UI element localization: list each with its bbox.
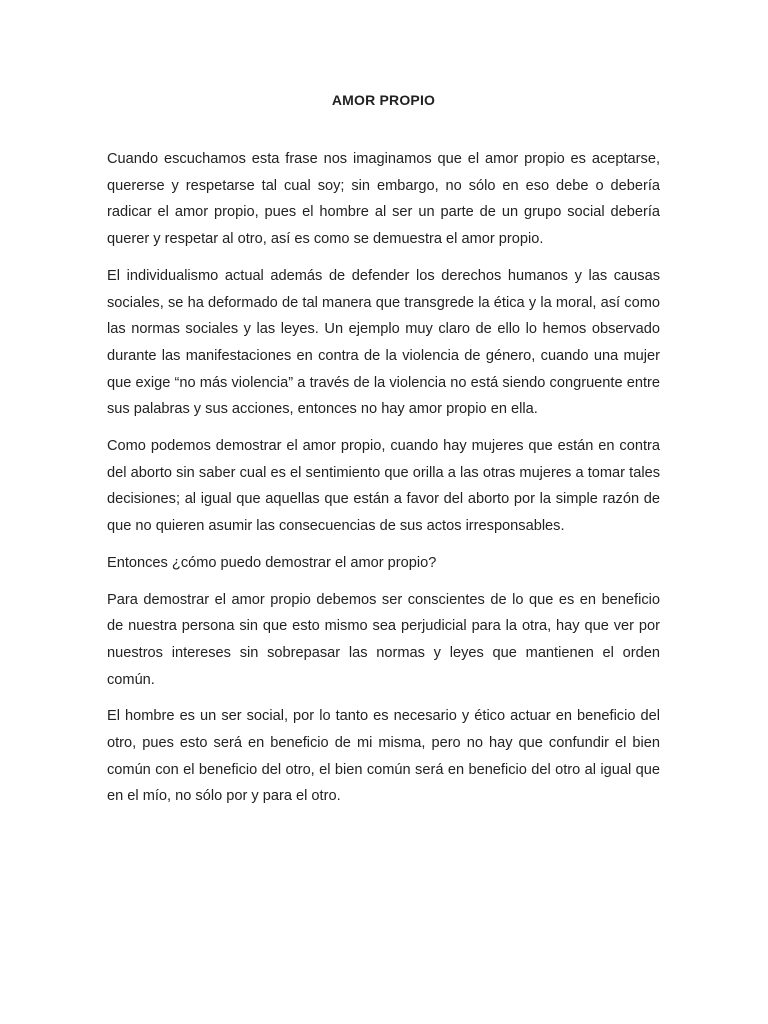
paragraph-3: Como podemos demostrar el amor propio, cuando hay mujeres que están en contra del aborto sin saber cual es el sentimiento que orilla a las otras mujeres a tomar tales decisiones; al igual que aquellas que están a favor del aborto por la simple razón de que no quieren asumir las consecuencias de sus actos irresponsables. <box>107 438 660 535</box>
document-body <box>107 146 660 820</box>
paragraph-5: Para demostrar el amor propio debemos ser conscientes de lo que es en beneficio de nuestra persona sin que esto mismo sea perjudicial para la otra, hay que ver por nuestros intereses sin sobrepasar las normas y leyes que mantienen el orden común. <box>107 591 660 688</box>
paragraph-4: Entonces ¿cómo puedo demostrar el amor propio? <box>107 554 437 571</box>
document-title: AMOR PROPIO <box>331 92 436 108</box>
paragraph-2: El individualismo actual además de defender los derechos humanos y las causas sociales, se ha deformado de tal manera que transgrede la ética y la moral, así como las normas sociales y las leyes. Un ejemplo muy claro de ello lo hemos observado durante las manifestaciones en contra de la violencia de género, cuando una mujer que exige “no más violencia” a través de la violencia no está siendo congruente entre sus palabras y sus acciones, entonces no hay amor propio en ella. <box>107 267 660 418</box>
paragraph-6: El hombre es un ser social, por lo tanto es necesario y ético actuar en beneficio del otro, pues esto será en beneficio de mi misma, pero no hay que confundir el bien común con el beneficio del otro, el bien común será en beneficio del otro al igual que en el mío, no sólo por y para el otro. <box>107 708 660 805</box>
paragraph-1: Cuando escuchamos esta frase nos imaginamos que el amor propio es aceptarse, quererse y respetarse tal cual soy; sin embargo, no sólo en eso debe o debería radicar el amor propio, pues el hombre al ser un parte de un grupo social debería querer y respetar al otro, así es como se demuestra el amor propio. <box>107 151 660 248</box>
